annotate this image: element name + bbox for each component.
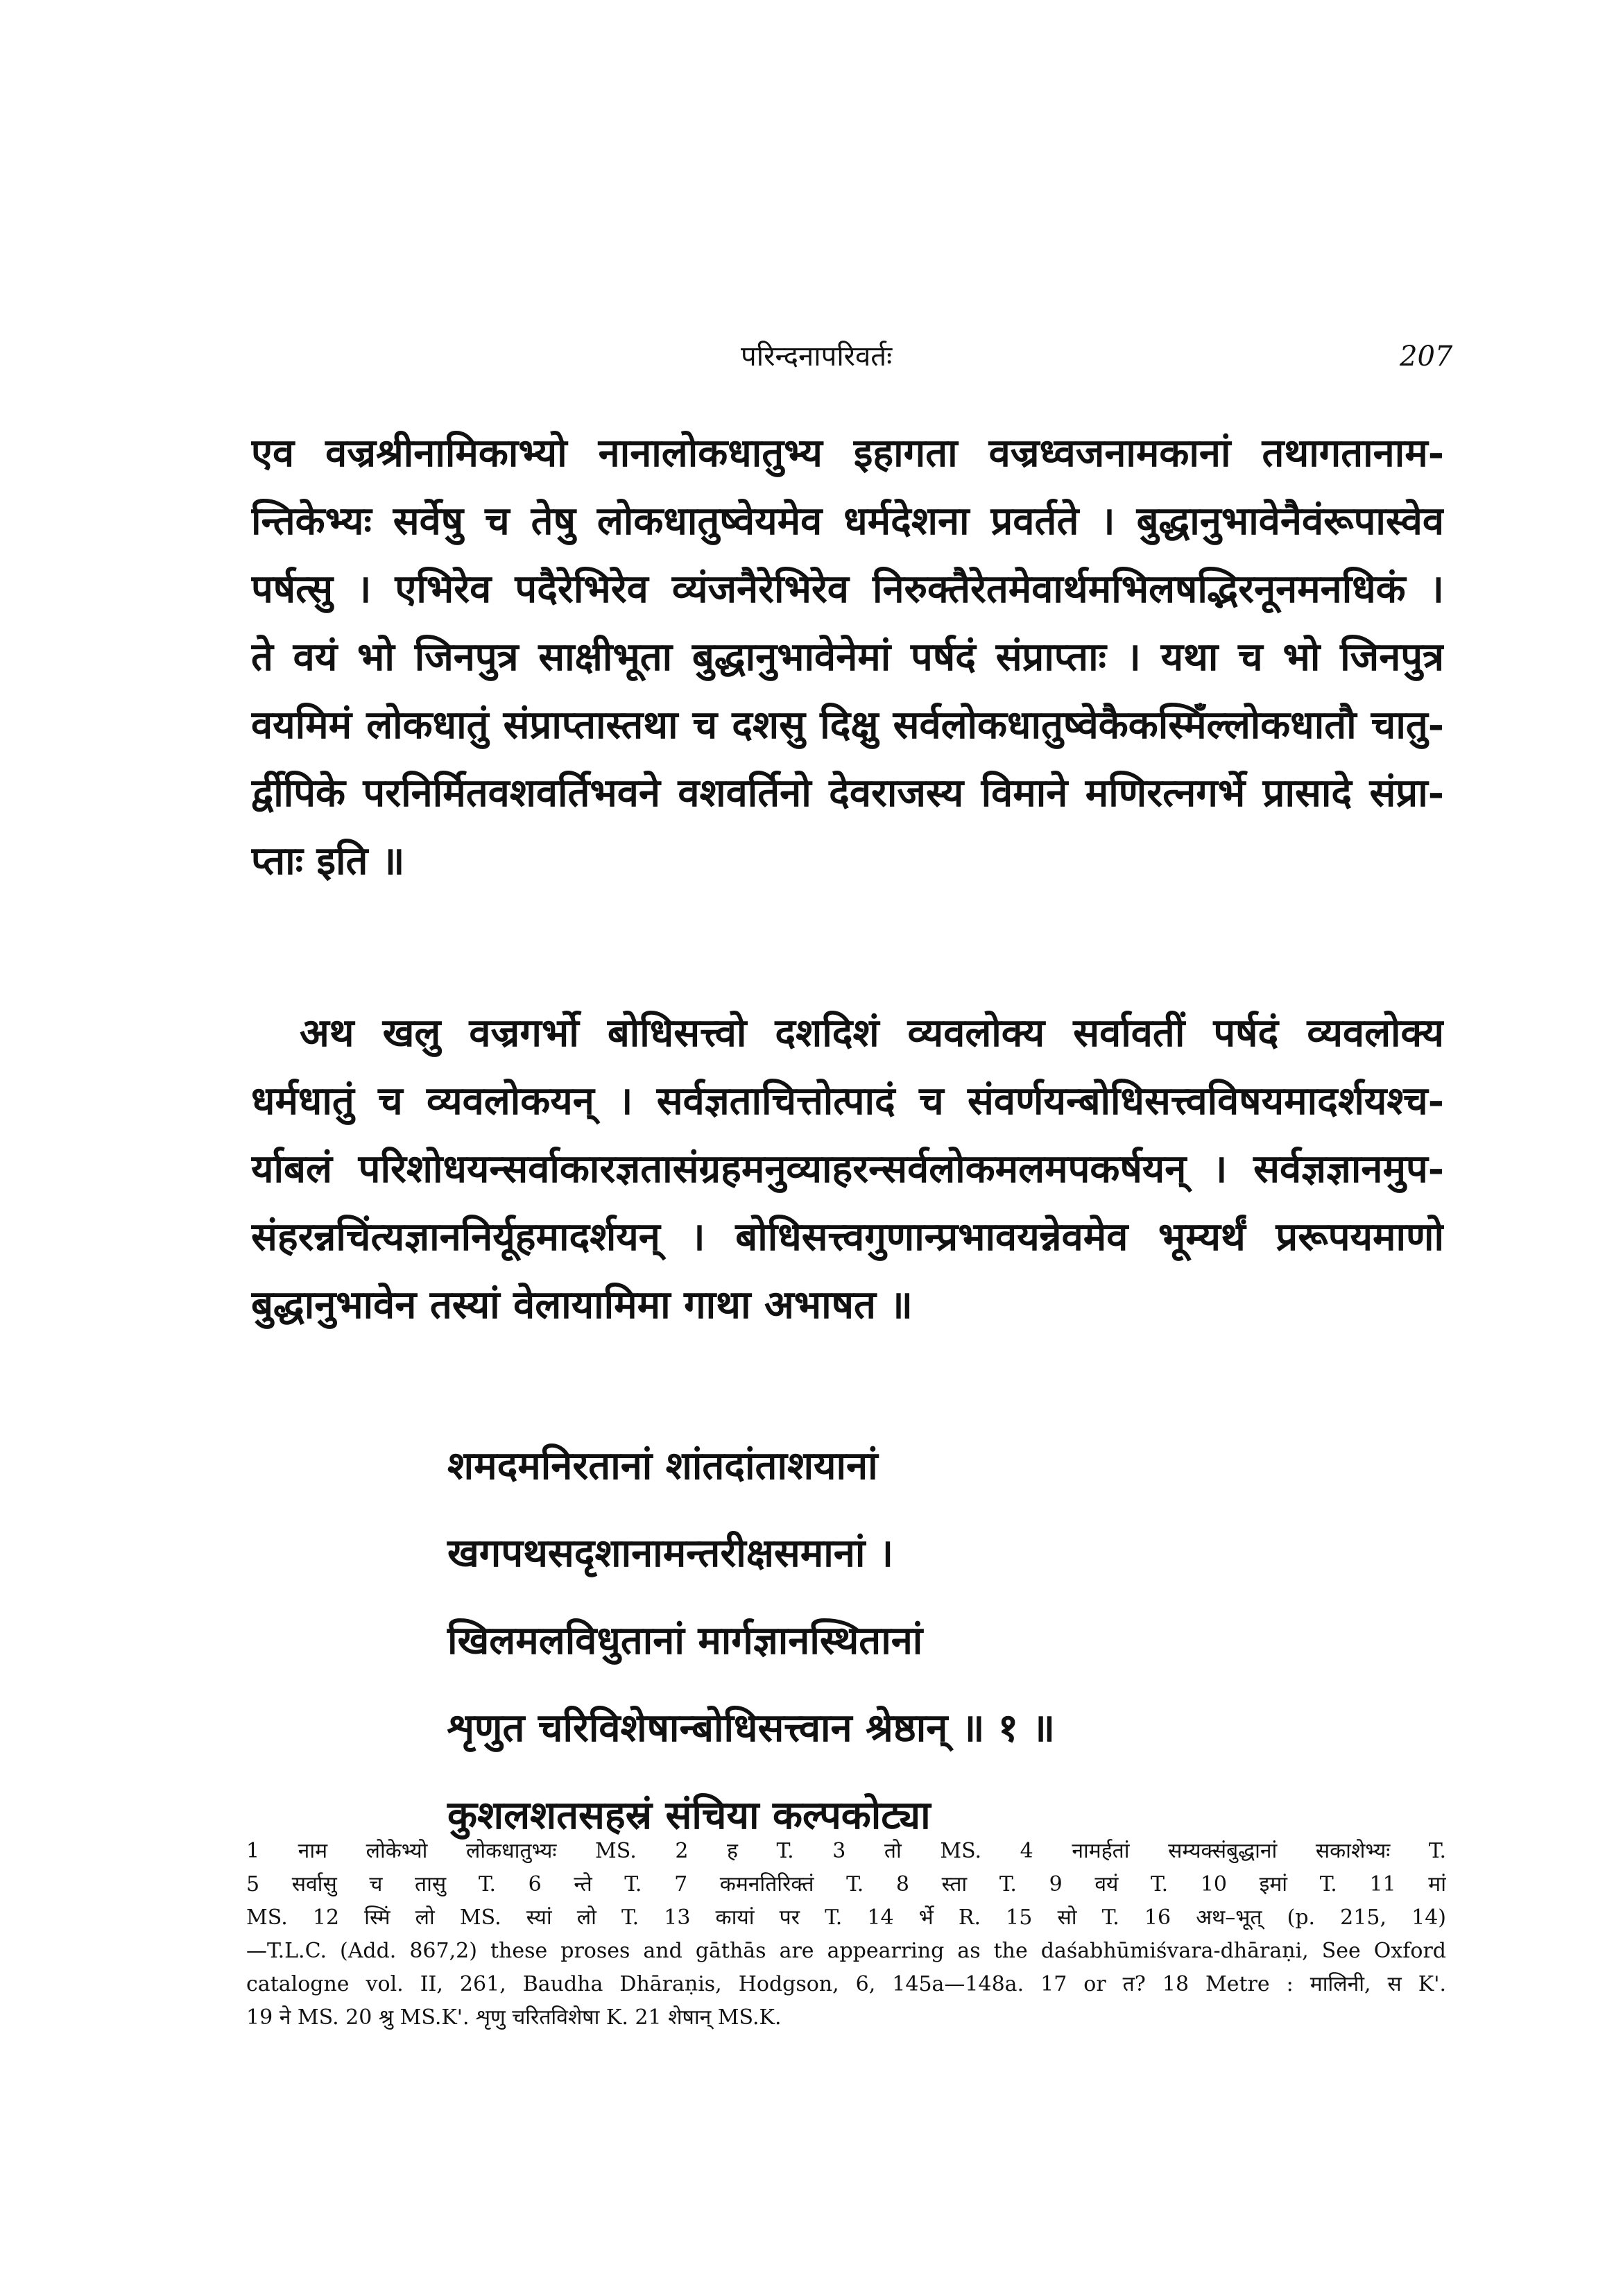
footnote-line: 1 नाम लोकेभ्यो लोकधातुभ्यः MS. 2 ह T. 3 तो MS. 4 नामर्हतां सम्यक्संबुद्धानां सकाशेभ्यः T. xyxy=(246,1839,1446,1863)
footnote-line: —T.L.C. (Add. 867,2) these proses and gāthās are appearring as the daśabhūmiśvara-dhāraṇi, See Oxford xyxy=(246,1939,1446,1963)
footnote-line: MS. 12 स्मिं लो MS. स्यां लो T. 13 कायां पर T. 14 र्भे R. 15 सो T. 16 अथ–भूत् (p. 215, 14) xyxy=(246,1905,1446,1930)
prose-line: र्याबलं परिशोधयन्सर्वाकारज्ञतासंग्रहमनुव्याहरन्सर्वलोकमलमपकर्षयन् । सर्वज्ञज्ञानमुप- xyxy=(251,1146,1444,1192)
prose-line: पर्षत्सु । एभिरेव पदैरेभिरेव व्यंजनैरेभिरेव निरुक्तैरेतमेवार्थमभिलषद्भिरनूनमनधिकं । xyxy=(251,566,1444,612)
prose-line: एव वज्रश्रीनामिकाभ्यो नानालोकधातुभ्य इहागता वज्रध्वजनामकानां तथागतानाम- xyxy=(251,430,1444,476)
prose-line: अथ खलु वज्रगर्भो बोधिसत्त्वो दशदिशं व्यवलोक्य सर्वावतीं पर्षदं व्यवलोक्य xyxy=(300,1010,1444,1056)
verse-line: शृणुत चरिविशेषान्बोधिसत्त्वान श्रेष्ठान् ॥ १ ॥ xyxy=(447,1705,1056,1751)
prose-line: ते वयं भो जिनपुत्र साक्षीभूता बुद्धानुभावेनेमां पर्षदं संप्राप्ताः । यथा च भो जिनपुत्र xyxy=(251,634,1444,680)
footnote-line: 5 सर्वासु च तासु T. 6 न्ते T. 7 कमनतिरिक्तं T. 8 स्ता T. 9 वयं T. 10 इमां T. 11 मां xyxy=(246,1872,1446,1896)
verse-line: कुशलशतसहस्रं संचिया कल्पकोट्या xyxy=(447,1792,931,1838)
footnote-line: catalogne vol. II, 261, Baudha Dhāraṇis, Hodgson, 6, 145a—148a. 17 or त? 18 Metre : मालिनी, स K'. xyxy=(246,1972,1446,1996)
verse-line: शमदमनिरतानां शांतदांताशयानां xyxy=(447,1443,878,1489)
prose-line: न्तिकेभ्यः सर्वेषु च तेषु लोकधातुष्वेयमेव धर्मदेशना प्रवर्तते । बुद्धानुभावेनैवंरूपास्वेव xyxy=(251,498,1444,544)
prose-line: प्ताः इति ॥ xyxy=(251,838,405,884)
verse-line: खगपथसदृशानामन्तरीक्षसमानां । xyxy=(447,1530,894,1576)
footnotes xyxy=(246,1835,1446,2034)
running-title: परिन्दनापरिवर्तः xyxy=(741,341,893,372)
prose-line: धर्मधातुं च व्यवलोकयन् । सर्वज्ञताचित्तोत्पादं च संवर्णयन्बोधिसत्त्वविषयमादर्शयश्च- xyxy=(251,1078,1444,1124)
prose-paragraph-1 xyxy=(251,419,1444,895)
verse-block xyxy=(447,1422,1418,1859)
footnote-line: 19 ने MS. 20 श्रु MS.K'. शृणु चरितविशेषा K. 21 शेषान् MS.K. xyxy=(246,2005,782,2030)
prose-line: संहरन्नचिंत्यज्ञाननिर्यूहमादर्शयन् । बोधिसत्त्वगुणान्प्रभावयन्नेवमेव भूम्यर्थं प्ररूपयमाणो xyxy=(251,1214,1444,1260)
prose-line: र्द्वीपिके परनिर्मितवशवर्तिभवने वशवर्तिनो देवराजस्य विमाने मणिरत्नगर्भे प्रासादे संप्रा- xyxy=(251,770,1444,816)
prose-line: बुद्धानुभावेन तस्यां वेलायामिमा गाथा अभाषत ॥ xyxy=(251,1282,913,1328)
prose-paragraph-2 xyxy=(251,999,1444,1339)
verse-line: खिलमलविधुतानां मार्गज्ञानस्थितानां xyxy=(447,1618,923,1663)
prose-line: वयमिमं लोकधातुं संप्राप्तास्तथा च दशसु दिक्षु सर्वलोकधातुष्वेकैकस्मिँल्लोकधातौ चातु- xyxy=(251,702,1444,748)
page-number: 207 xyxy=(1400,341,1453,372)
